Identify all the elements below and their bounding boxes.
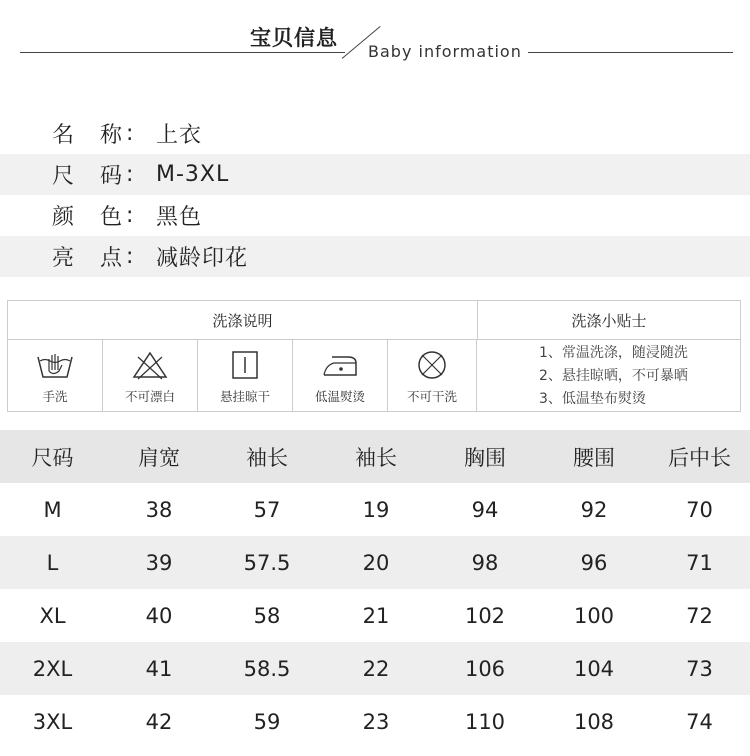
column-header: 袖长 bbox=[246, 445, 288, 470]
no-bleach-icon bbox=[130, 349, 170, 381]
table-cell: 96 bbox=[580, 550, 608, 575]
info-value: 减龄印花 bbox=[156, 246, 249, 271]
table-row bbox=[0, 483, 750, 536]
table-cell: 40 bbox=[145, 603, 173, 628]
wash-instructions-title: 洗涤说明 bbox=[8, 301, 478, 339]
column-header: 腰围 bbox=[573, 445, 615, 470]
table-cell: 110 bbox=[464, 709, 506, 734]
table-cell: 2XL bbox=[32, 656, 73, 681]
info-key-char: 亮 bbox=[52, 246, 75, 271]
table-cell: 39 bbox=[145, 550, 173, 575]
wash-tips-title: 洗涤小贴士 bbox=[571, 311, 647, 330]
table-cell: 42 bbox=[145, 709, 173, 734]
table-cell: 92 bbox=[580, 497, 608, 522]
info-key-char: 码 bbox=[100, 164, 123, 189]
table-cell: 57 bbox=[253, 497, 281, 522]
wash-tips bbox=[477, 339, 741, 412]
table-cell: 22 bbox=[362, 656, 390, 681]
table-cell: 20 bbox=[362, 550, 390, 575]
info-value: 黑色 bbox=[156, 205, 203, 230]
info-row-size bbox=[0, 154, 750, 195]
table-cell: 3XL bbox=[32, 709, 73, 734]
wash-item-label: 低温熨烫 bbox=[314, 389, 365, 404]
table-cell: 38 bbox=[145, 497, 173, 522]
header-line-left bbox=[20, 52, 345, 53]
table-cell: 57.5 bbox=[243, 550, 291, 575]
wash-item bbox=[293, 339, 388, 412]
table-cell: 102 bbox=[464, 603, 506, 628]
hang-dry-icon bbox=[225, 349, 265, 381]
table-row bbox=[0, 695, 750, 748]
wash-item bbox=[103, 339, 198, 412]
info-colon: : bbox=[126, 162, 134, 187]
column-header: 袖长 bbox=[355, 445, 397, 470]
column-header: 后中长 bbox=[668, 445, 731, 470]
table-cell: 58 bbox=[253, 603, 281, 628]
table-cell: 104 bbox=[573, 656, 615, 681]
wash-item-label: 手洗 bbox=[42, 389, 68, 404]
header-line-right bbox=[528, 52, 733, 53]
table-cell: 108 bbox=[573, 709, 615, 734]
info-colon: : bbox=[126, 244, 134, 269]
info-value: M-3XL bbox=[156, 162, 230, 187]
info-key-char: 颜 bbox=[52, 205, 75, 230]
table-header-row bbox=[0, 430, 750, 483]
info-value: 上衣 bbox=[156, 123, 203, 148]
size-table bbox=[0, 430, 750, 748]
table-cell: 58.5 bbox=[243, 656, 291, 681]
no-dry-clean-icon bbox=[412, 349, 452, 381]
table-cell: 59 bbox=[253, 709, 281, 734]
table-cell: 71 bbox=[686, 550, 713, 575]
table-cell: 23 bbox=[362, 709, 390, 734]
info-row-color bbox=[0, 195, 750, 236]
table-cell: 94 bbox=[471, 497, 499, 522]
table-cell: 100 bbox=[573, 603, 615, 628]
column-header: 胸围 bbox=[464, 445, 506, 470]
wash-care-box bbox=[7, 300, 741, 412]
table-row bbox=[0, 642, 750, 695]
table-cell: 98 bbox=[471, 550, 499, 575]
info-row-name bbox=[0, 113, 750, 154]
section-header bbox=[0, 0, 750, 80]
table-row bbox=[0, 536, 750, 589]
low-iron-icon bbox=[320, 349, 360, 381]
info-colon: : bbox=[126, 203, 134, 228]
table-cell: L bbox=[46, 550, 59, 575]
wash-item bbox=[8, 339, 103, 412]
info-key-char: 名 bbox=[52, 123, 75, 148]
info-key-char: 称 bbox=[100, 123, 123, 148]
table-cell: 74 bbox=[686, 709, 713, 734]
info-row-highlight bbox=[0, 236, 750, 277]
table-cell: M bbox=[43, 497, 62, 522]
info-colon: : bbox=[126, 121, 134, 146]
header-title-cn: 宝贝信息 bbox=[250, 26, 338, 50]
table-row bbox=[0, 589, 750, 642]
wash-tip: 2、悬挂晾晒，不可暴晒 bbox=[539, 368, 688, 384]
table-cell: 106 bbox=[464, 656, 506, 681]
wash-item-label: 悬挂晾干 bbox=[219, 389, 270, 404]
header-title-en: Baby information bbox=[368, 42, 522, 61]
info-key-char: 尺 bbox=[52, 164, 75, 189]
table-cell: 70 bbox=[686, 497, 713, 522]
table-cell: 73 bbox=[686, 656, 713, 681]
column-header: 尺码 bbox=[31, 445, 74, 470]
wash-item bbox=[388, 339, 477, 412]
table-cell: 72 bbox=[686, 603, 713, 628]
table-cell: 41 bbox=[145, 656, 173, 681]
hand-wash-icon bbox=[35, 349, 75, 381]
table-cell: 21 bbox=[362, 603, 390, 628]
wash-item-label: 不可漂白 bbox=[124, 389, 175, 404]
wash-head bbox=[8, 301, 740, 340]
product-info bbox=[0, 113, 750, 277]
wash-tip: 3、低温垫布熨烫 bbox=[539, 391, 646, 407]
info-key-char: 点 bbox=[100, 246, 123, 271]
wash-item-label: 不可干洗 bbox=[406, 389, 457, 404]
wash-icons bbox=[8, 339, 477, 412]
wash-tip: 1、常温洗涤，随浸随洗 bbox=[539, 345, 688, 361]
column-header: 肩宽 bbox=[138, 445, 180, 470]
wash-item bbox=[198, 339, 293, 412]
table-cell: 19 bbox=[362, 497, 390, 522]
info-key-char: 色 bbox=[100, 205, 123, 230]
table-cell: XL bbox=[39, 603, 66, 628]
